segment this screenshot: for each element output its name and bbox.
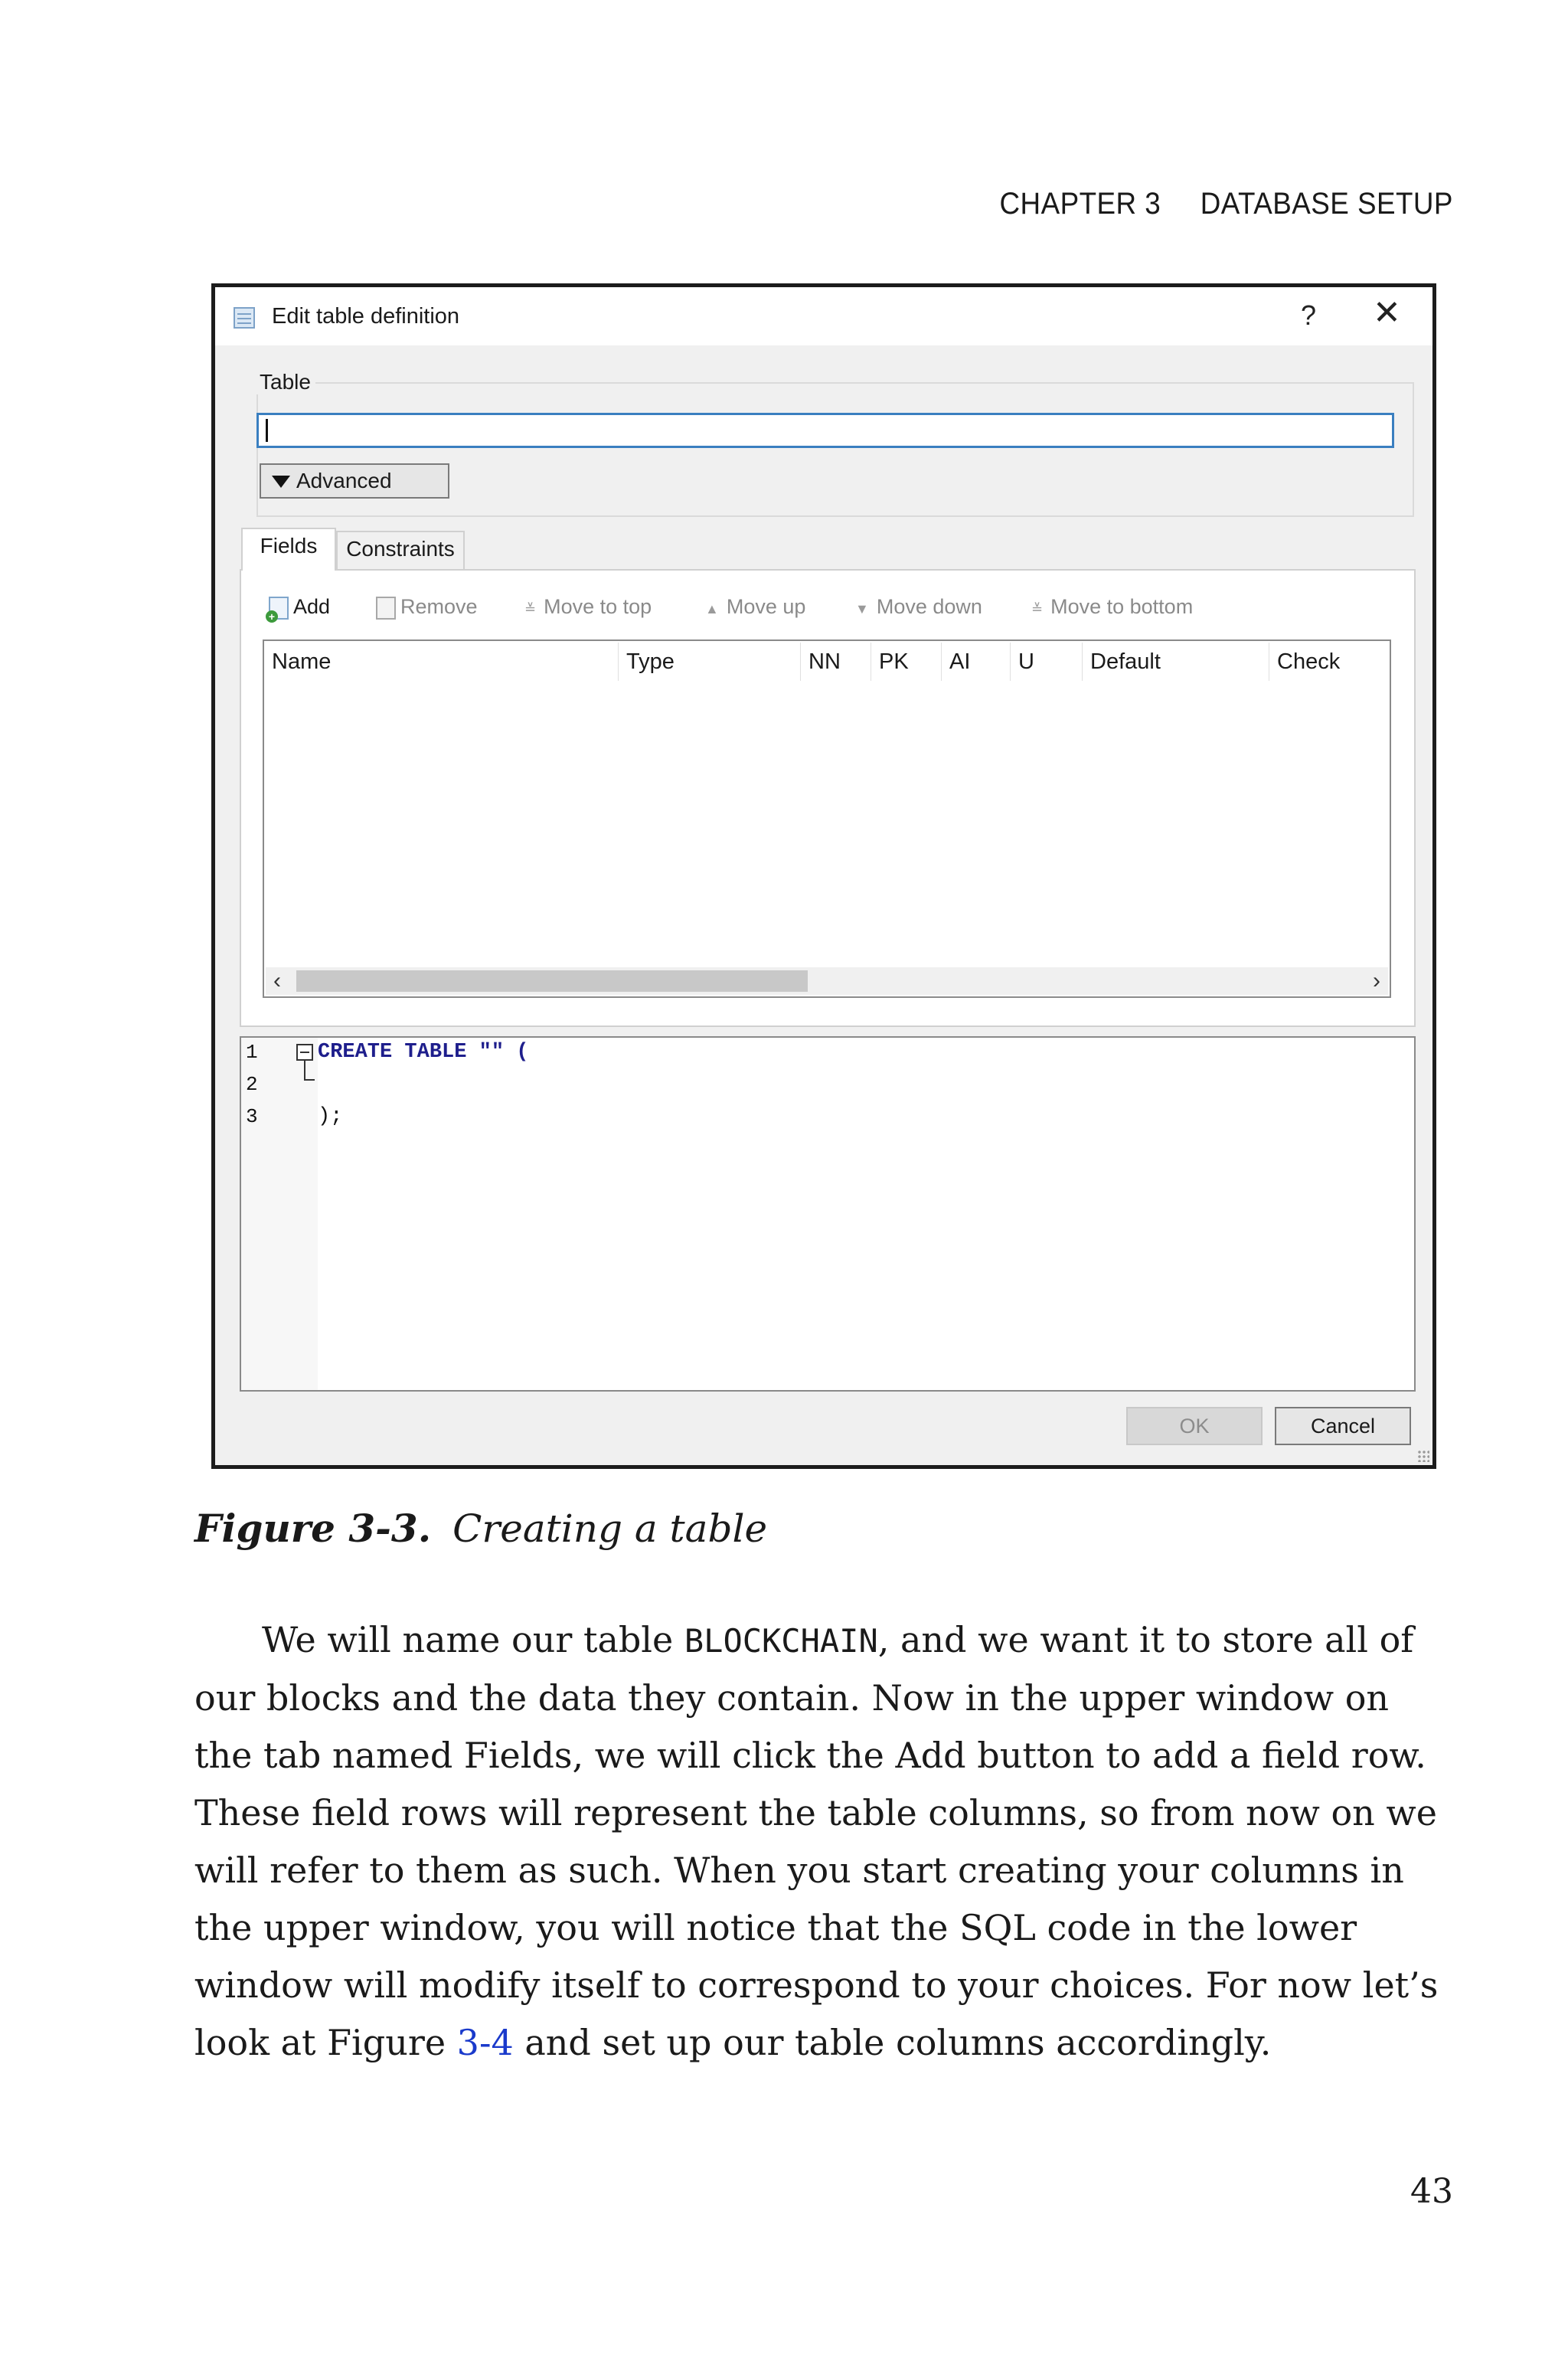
remove-field-button[interactable] [376, 595, 478, 620]
inline-code: BLOCKCHAIN [684, 1622, 878, 1660]
move-up-button[interactable] [705, 595, 805, 619]
line-number: 1 [246, 1041, 258, 1064]
column-header-check[interactable]: Check [1269, 643, 1390, 681]
edit-table-dialog [211, 283, 1436, 1469]
line-number: 3 [246, 1105, 258, 1128]
horizontal-scrollbar[interactable] [266, 967, 1388, 995]
dialog-title: Edit table definition [272, 304, 460, 329]
code-line: CREATE TABLE "" ( [318, 1041, 529, 1064]
move-bottom-icon: ≚ [1031, 601, 1044, 617]
move-to-top-button[interactable] [524, 595, 652, 619]
figure-title: Creating a table [452, 1506, 768, 1551]
sql-editor[interactable] [240, 1036, 1416, 1392]
fold-collapse-icon[interactable] [296, 1044, 313, 1061]
add-field-icon: + [269, 597, 289, 620]
move-down-icon: ▼ [855, 601, 869, 617]
add-field-button[interactable] [268, 595, 331, 623]
code-line: ); [318, 1105, 343, 1128]
column-header-u[interactable]: U [1010, 643, 1082, 681]
add-label: Add [293, 595, 331, 618]
remove-field-icon [376, 597, 396, 620]
triangle-down-icon [272, 476, 290, 488]
advanced-button[interactable] [260, 463, 449, 499]
figure-caption [194, 1506, 767, 1551]
table-name-input[interactable] [256, 413, 1394, 448]
help-button[interactable]: ? [1301, 299, 1317, 331]
column-header-pk[interactable]: PK [871, 643, 941, 681]
cancel-button[interactable]: Cancel [1275, 1407, 1411, 1445]
move-top-icon: ≚ [524, 601, 537, 617]
figure-label: Figure 3-3. [194, 1506, 432, 1551]
body-text-start: We will name our table [262, 1619, 684, 1660]
move-up-label: Move up [726, 595, 806, 618]
scrollbar-thumb[interactable] [296, 970, 808, 992]
section-label: DATABASE SETUP [1200, 187, 1453, 221]
body-text-middle: , and we want it to store all of our blocks and the data they contain. Now in the upper window on the tab named Fields, we will click the Add button to add a field row. These field rows will represent the table columns, so from now on we will refer to them as such. When you start creating your columns in the upper window, you will notice that the SQL code in the lower window will modify itself to correspond to your choices. For now let’s look at Figure [194, 1619, 1439, 2063]
move-bottom-label: Move to bottom [1050, 595, 1194, 618]
figure-link[interactable]: 3-4 [456, 2022, 514, 2063]
ok-button[interactable]: OK [1126, 1407, 1263, 1445]
scroll-left-icon[interactable]: ‹ [273, 968, 281, 993]
table-group-label: Table [255, 370, 315, 394]
close-button[interactable]: ✕ [1373, 294, 1401, 332]
text-caret [266, 419, 268, 442]
dialog-titlebar [215, 287, 1432, 345]
column-header-default[interactable]: Default [1082, 643, 1269, 681]
resize-grip-icon[interactable] [1417, 1450, 1429, 1462]
running-header [1000, 187, 1453, 221]
tab-constraints[interactable]: Constraints [336, 531, 465, 569]
table-icon [234, 307, 255, 329]
move-to-bottom-button[interactable] [1031, 595, 1193, 619]
column-header-ai[interactable]: AI [941, 643, 1010, 681]
fields-grid [263, 639, 1391, 998]
tab-fields[interactable]: Fields [241, 528, 336, 571]
move-up-icon: ▲ [705, 601, 719, 617]
fold-guide [304, 1061, 305, 1081]
remove-label: Remove [400, 595, 478, 618]
body-text-end: and set up our table columns accordingly. [513, 2022, 1272, 2063]
column-header-nn[interactable]: NN [800, 643, 871, 681]
body-paragraph [194, 1611, 1455, 2072]
advanced-label: Advanced [296, 469, 392, 492]
page-number: 43 [1410, 2172, 1453, 2211]
line-number: 2 [246, 1073, 258, 1096]
move-down-label: Move down [876, 595, 982, 618]
scroll-right-icon[interactable]: › [1373, 968, 1380, 993]
column-header-type[interactable]: Type [618, 643, 800, 681]
chapter-label: CHAPTER 3 [999, 187, 1161, 221]
move-down-button[interactable] [855, 595, 982, 619]
column-header-name[interactable]: Name [272, 649, 332, 674]
move-top-label: Move to top [544, 595, 652, 618]
